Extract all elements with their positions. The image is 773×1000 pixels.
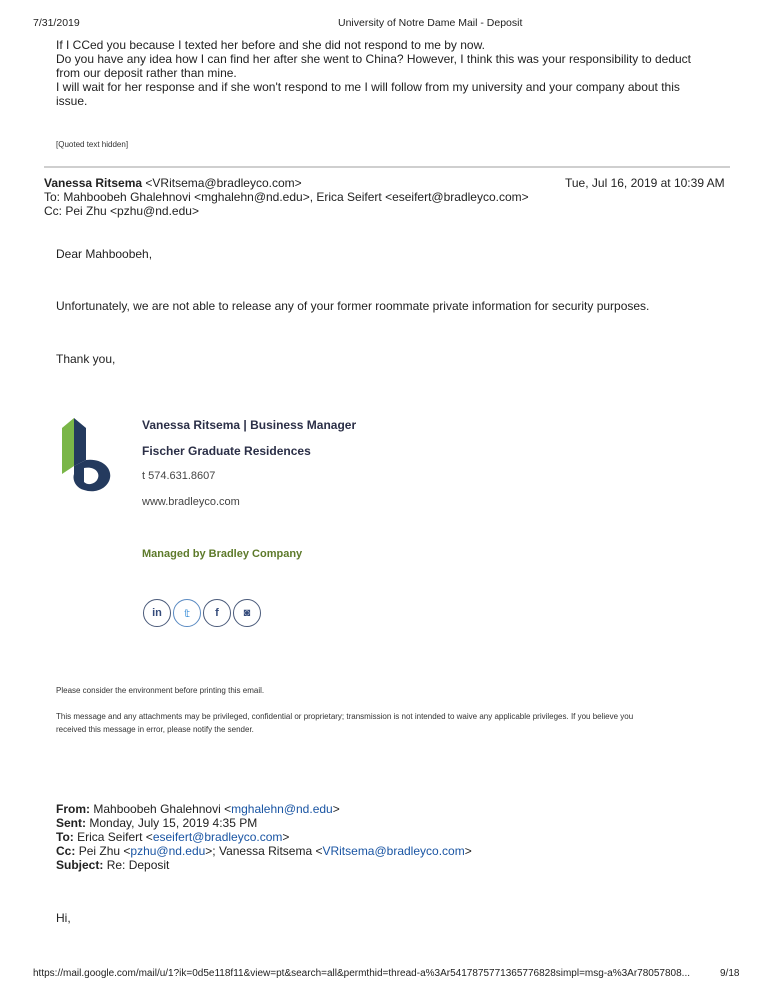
forward-to-email-link[interactable]: eseifert@bradleyco.com [152, 830, 283, 844]
quoted-line-4: I will wait for her response and if she won't respond to me I will follow from my university and your company about this [56, 80, 680, 94]
forward-subject-label: Subject: [56, 858, 104, 872]
signature-name-title: Vanessa Ritsema | Business Manager [142, 418, 357, 432]
signature-managed-by: Managed by Bradley Company [142, 548, 303, 560]
disclaimer-line-1: This message and any attachments may be privileged, confidential or proprietary; transmission is not intended to waive any applicable privileges. If you believe you [56, 712, 634, 721]
forward-cc-email2-link[interactable]: VRitsema@bradleyco.com [322, 844, 465, 858]
forward-cc-close: > [464, 844, 472, 858]
forward-cc [56, 844, 472, 858]
instagram-icon[interactable]: ◙ [233, 599, 261, 627]
forward-to-label: To: [56, 830, 74, 844]
quoted-line-5: issue. [56, 94, 88, 108]
linkedin-icon[interactable]: in [143, 599, 171, 627]
print-footer-page: 9/18 [720, 968, 740, 979]
forward-cc-label: Cc: [56, 844, 76, 858]
forward-greeting: Hi, [56, 911, 71, 925]
bradley-logo-icon [60, 416, 112, 492]
forward-from-email-link[interactable]: mghalehn@nd.edu [231, 802, 333, 816]
forward-sent-label: Sent: [56, 816, 86, 830]
forward-from-label: From: [56, 802, 90, 816]
message-date: Tue, Jul 16, 2019 at 10:39 AM [565, 176, 725, 190]
message-divider [44, 166, 730, 168]
disclaimer-line-2: received this message in error, please notify the sender. [56, 725, 254, 734]
forward-cc-email1-link[interactable]: pzhu@nd.edu [130, 844, 206, 858]
print-date: 7/31/2019 [33, 17, 80, 29]
environment-note: Please consider the environment before printing this email. [56, 686, 265, 695]
twitter-icon[interactable]: 𝕥 [173, 599, 201, 627]
print-footer-url: https://mail.google.com/mail/u/1?ik=0d5e118f11&view=pt&search=all&permthid=thread-a%3Ar5417875771365776828simpl=msg-a%3Ar78057808... [33, 968, 690, 979]
quoted-line-2: Do you have any idea how I can find her after she went to China? However, I think this was your responsibility to deduct [56, 52, 692, 66]
signature-website-link[interactable]: www.bradleyco.com [142, 496, 240, 508]
forward-sent-value: Monday, July 15, 2019 4:35 PM [89, 816, 258, 830]
facebook-icon[interactable]: f [203, 599, 231, 627]
message-closing: Thank you, [56, 352, 116, 366]
quoted-line-3: from our deposit rather than mine. [56, 66, 237, 80]
forward-to-name: Erica Seifert < [77, 830, 153, 844]
message-to: To: Mahboobeh Ghalehnovi <mghalehn@nd.edu>, Erica Seifert <eseifert@bradleyco.com> [44, 190, 529, 204]
signature-phone: t 574.631.8607 [142, 470, 216, 482]
forward-to-close: > [282, 830, 290, 844]
forward-from-name: Mahboobeh Ghalehnovi < [93, 802, 232, 816]
forward-cc-mid: >; Vanessa Ritsema < [205, 844, 323, 858]
quoted-text-hidden-link[interactable]: [Quoted text hidden] [56, 140, 129, 149]
forward-cc-name1: Pei Zhu < [78, 844, 131, 858]
forward-from-close: > [332, 802, 340, 816]
forward-to [56, 830, 289, 844]
quoted-line-1: If I CCed you because I texted her before and she did not respond to me by now. [56, 38, 485, 52]
forward-from [56, 802, 340, 816]
forward-subject [56, 858, 169, 872]
forward-subject-value: Re: Deposit [106, 858, 170, 872]
forward-sent [56, 816, 257, 830]
message-body: Unfortunately, we are not able to release any of your former roommate private information for security purposes. [56, 299, 650, 313]
sender-email: <VRitsema@bradleyco.com> [145, 176, 302, 190]
print-title: University of Notre Dame Mail - Deposit [338, 17, 523, 29]
message-cc: Cc: Pei Zhu <pzhu@nd.edu> [44, 204, 199, 218]
message-greeting: Dear Mahboobeh, [56, 247, 153, 261]
message-sender [44, 176, 302, 190]
signature-org: Fischer Graduate Residences [142, 444, 311, 458]
sender-name: Vanessa Ritsema [44, 176, 143, 190]
